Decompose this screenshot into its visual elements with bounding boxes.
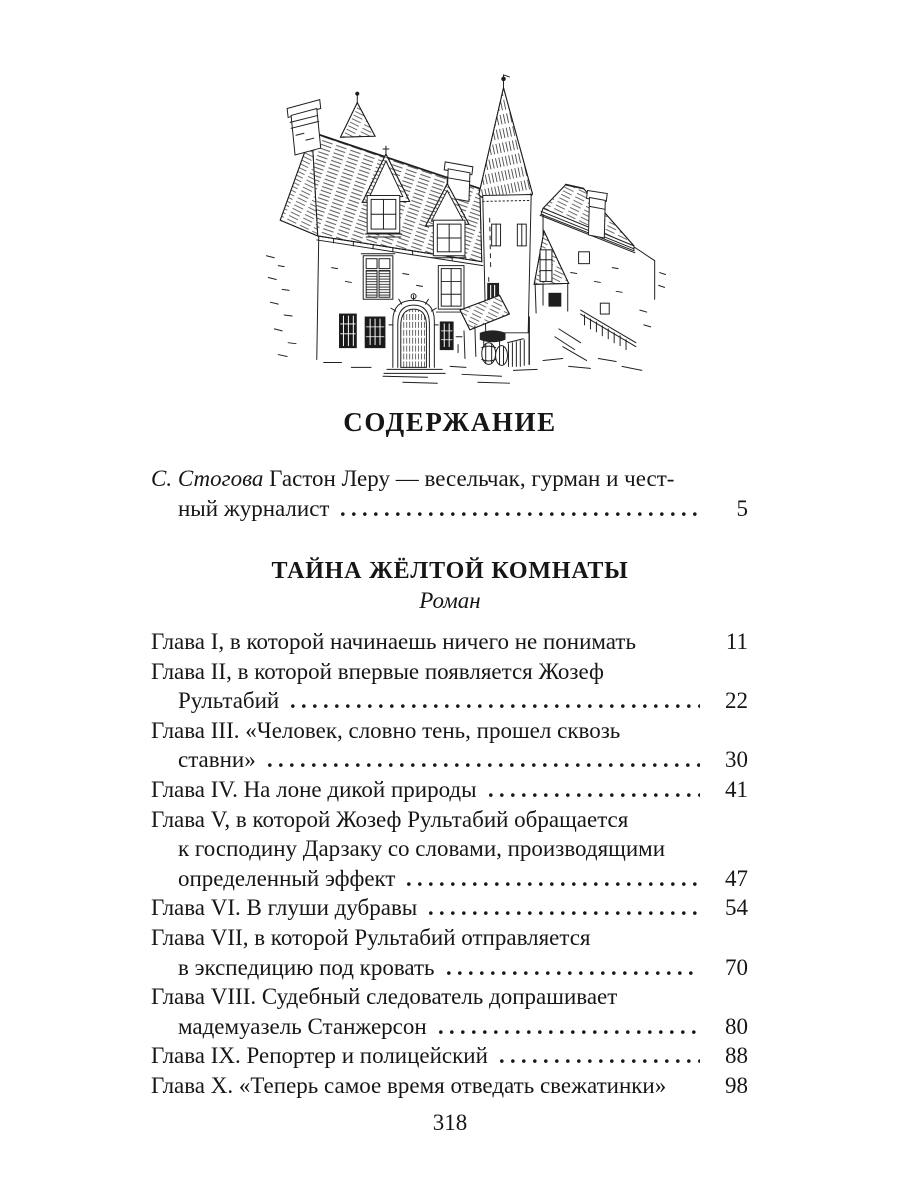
- grated-window-right: [365, 317, 385, 348]
- toc-line: [151, 953, 748, 983]
- toc-entry-text: Глава VI. В глуши дубравы: [151, 895, 418, 921]
- toc-entry-text: мадемуазель Станжерсон: [178, 1013, 427, 1039]
- left-chimney: [287, 100, 321, 155]
- shuttered-window: [361, 254, 395, 299]
- section-subtitle: Роман: [419, 588, 481, 613]
- toc-page-number: 41: [725, 776, 748, 802]
- toc-page-number: 30: [725, 747, 748, 773]
- chapter-list: [151, 627, 748, 1101]
- toc-entry-text: Гастон Леру — весельчак, гурман и чест-: [263, 466, 675, 491]
- toc-page-number: 88: [725, 1043, 748, 1069]
- dot-leader: [500, 1058, 700, 1063]
- toc-line: [151, 1041, 748, 1071]
- toc-entry-text: Глава VII, в которой Рультабий отправляется: [151, 924, 591, 950]
- toc-line: [151, 627, 748, 657]
- chateau-engraving-svg: [252, 70, 674, 400]
- toc-page-number: 54: [725, 895, 748, 921]
- toc-entry-text: к господину Дарзаку со словами, производящими: [178, 836, 666, 862]
- barrels: [480, 330, 508, 365]
- toc-page-number: 80: [725, 1013, 748, 1039]
- right-fence-rail: [555, 310, 636, 360]
- dot-leader: [447, 970, 700, 975]
- toc-entry-text: Глава IX. Репортер и полицейский: [151, 1043, 488, 1069]
- dot-leader: [291, 703, 700, 708]
- toc-line: [151, 923, 748, 953]
- intro-entry-list: [151, 464, 748, 523]
- section-title: ТАЙНА ЖЁЛТОЙ КОМНАТЫ: [271, 558, 629, 584]
- arched-doorway: [384, 294, 445, 374]
- toc-line: [151, 745, 748, 775]
- toc-line: [151, 1012, 748, 1042]
- toc-entry-text: Глава X. «Теперь самое время отведать свежатинки»: [151, 1072, 667, 1098]
- toc-page-number: 22: [725, 688, 748, 714]
- grated-window-left: [339, 314, 356, 348]
- toc-entry-text: определенный эффект: [178, 865, 396, 891]
- toc-entry-text: Рультабий: [178, 688, 280, 714]
- toc-entry-text: Глава III. «Человек, словно тень, прошел сквозь: [151, 717, 621, 743]
- toc-line: [151, 1071, 748, 1101]
- dot-leader: [407, 881, 700, 886]
- toc-entry-text: Глава II, в которой впервые появляется Жозеф: [151, 658, 604, 684]
- toc-line: [151, 864, 748, 894]
- turret-cone: [479, 75, 533, 201]
- toc-line: [151, 805, 748, 835]
- contents-heading: СОДЕРЖАНИЕ: [343, 407, 557, 437]
- toc-entry-text: Глава I, в которой начинаешь ничего не понимать: [151, 629, 636, 654]
- toc-entry-text: ставни»: [178, 747, 256, 773]
- tall-window: [436, 266, 466, 312]
- toc-entry-text: Глава V, в которой Жозеф Рультабий обращается: [151, 806, 629, 832]
- dot-leader: [268, 762, 700, 767]
- toc-author-name: С. Стогова: [151, 466, 264, 491]
- toc-line: [151, 494, 748, 524]
- right-chimney: [587, 191, 608, 238]
- dot-leader: [489, 792, 700, 797]
- toc-line: [151, 982, 748, 1012]
- toc-entry-text: Глава VIII. Судебный следователь допрашивает: [151, 984, 618, 1010]
- toc-line: [151, 657, 748, 687]
- toc-entry-text: в экспедицию под кровать: [178, 954, 435, 980]
- toc-line: [151, 775, 748, 805]
- toc-line: [151, 716, 748, 746]
- dot-leader: [341, 511, 700, 516]
- toc-line: [151, 686, 748, 716]
- dot-leader: [439, 1029, 700, 1034]
- section-head: [0, 556, 900, 616]
- toc-page-number: 98: [725, 1072, 748, 1098]
- dot-leader: [429, 910, 700, 915]
- left-spire: [340, 92, 375, 137]
- toc-page-number: 47: [725, 865, 748, 891]
- chateau-illustration: [252, 70, 674, 400]
- toc-line: [151, 834, 748, 864]
- toc-page-number: 5: [736, 495, 748, 521]
- toc-entry-text: ный журналист: [178, 495, 330, 521]
- toc-line: [151, 893, 748, 923]
- toc-entry-text: Глава IV. На лоне дикой природы: [151, 776, 477, 802]
- grated-window-under-tall: [440, 322, 453, 350]
- toc-line: [151, 464, 748, 494]
- page-number: 318: [432, 1110, 468, 1135]
- ground-strokes: [324, 359, 642, 384]
- toc-page-number: 70: [725, 954, 748, 980]
- toc-page-number: 11: [725, 629, 748, 654]
